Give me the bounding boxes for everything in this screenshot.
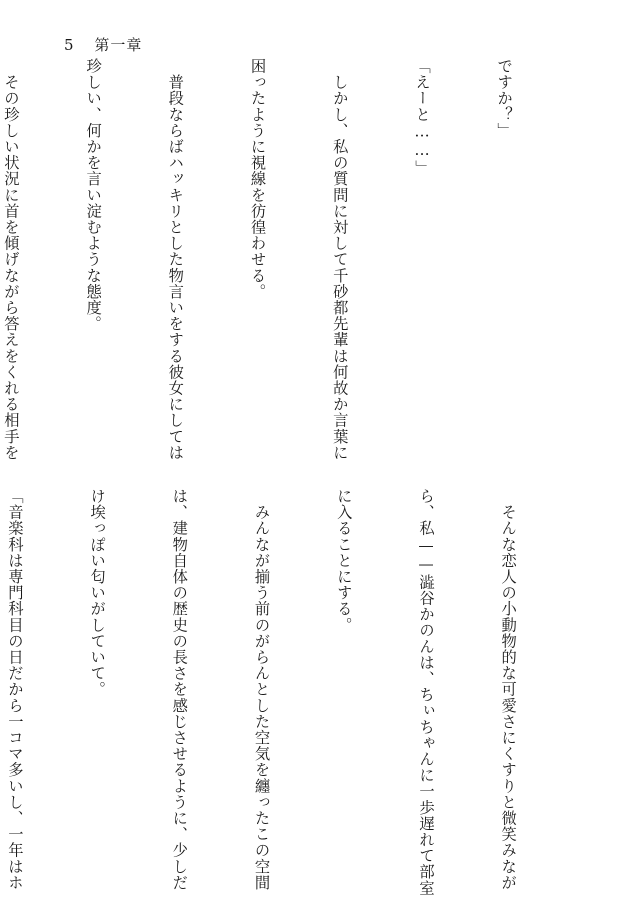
text-line: しかし、私の質問に対して千砂都先輩は何故か言葉に xyxy=(330,58,349,461)
text-line: け埃っぽい匂いがしていて。 xyxy=(88,488,107,698)
text-line: 困ったように視線を彷徨わせる。 xyxy=(248,58,267,300)
bottom-text-block xyxy=(0,488,576,896)
text-line: 普段ならばハッキリとした物言いをする彼女にしては xyxy=(166,58,185,461)
text-line: そんな恋人の小動物的な可愛さにくすりと微笑みなが xyxy=(499,488,518,891)
text-line: みんなが揃う前のがらんとした空気を纏ったこの空間 xyxy=(252,488,271,891)
text-line: ですか？」 xyxy=(495,58,514,139)
text-line: 「音楽科は専門科目の日だから一コマ多いし、一年はホ xyxy=(5,488,24,891)
top-text-block xyxy=(0,58,572,461)
page-header xyxy=(64,34,142,55)
text-line: 珍しい、何かを言い淀むような態度。 xyxy=(84,58,103,332)
text-line: は、建物自体の歴史の長さを感じさせるように、少しだ xyxy=(170,488,189,891)
chapter-title: 第一章 xyxy=(94,36,143,54)
page-number: 5 xyxy=(64,36,75,54)
text-line: その珍しい状況に首を傾げながら答えをくれる相手を xyxy=(1,58,20,461)
text-line: ら、私——澁谷かのんは、ちぃちゃんに一歩遅れて部室 xyxy=(416,488,435,896)
text-line: 「えーと……」 xyxy=(412,58,431,177)
text-line: に入ることにする。 xyxy=(334,488,353,633)
